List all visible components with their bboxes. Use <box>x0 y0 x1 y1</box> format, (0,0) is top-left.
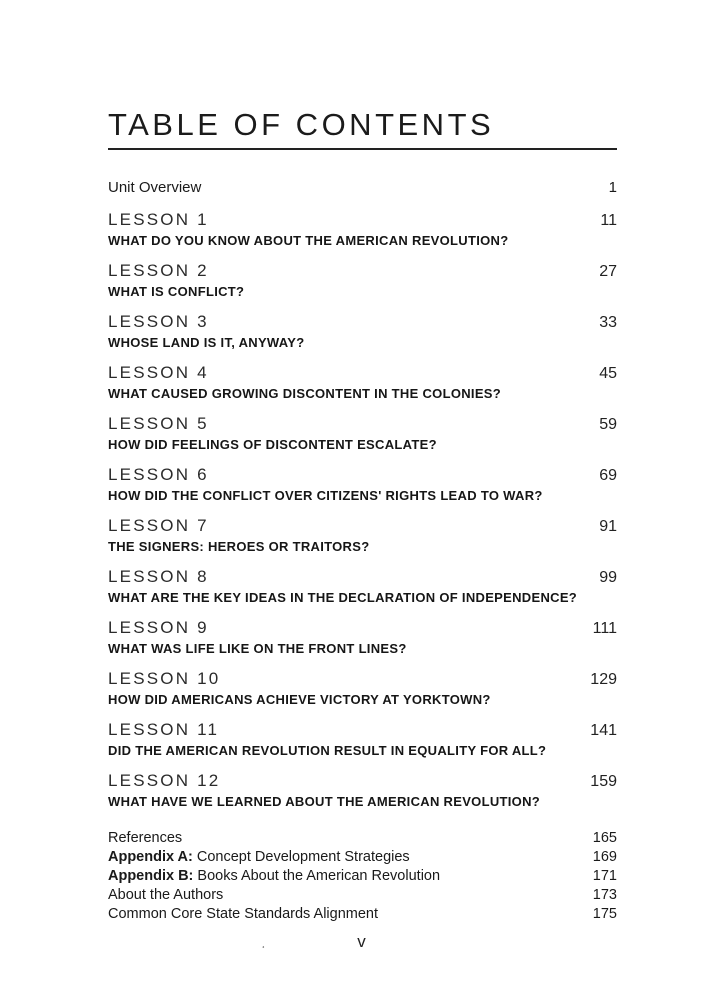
lesson-head <box>108 312 617 333</box>
toc-entry-page: 1 <box>608 179 617 196</box>
lesson-subtitle: WHAT ARE THE KEY IDEAS IN THE DECLARATION OF INDEPENDENCE? <box>108 590 578 605</box>
toc-lesson-entry <box>108 312 617 350</box>
lesson-title: LESSON 6 <box>108 465 209 484</box>
lesson-title: LESSON 11 <box>108 720 220 739</box>
toc-lesson-entry <box>108 720 617 758</box>
lesson-title: LESSON 1 <box>108 210 209 229</box>
entry-label-text: About the Authors <box>108 887 224 903</box>
lesson-page: 159 <box>590 773 617 790</box>
toc-lesson-entry <box>108 414 617 452</box>
toc-lesson-entry <box>108 516 617 554</box>
lesson-page: 141 <box>590 722 617 739</box>
lesson-head <box>108 720 617 741</box>
lesson-page: 33 <box>599 314 617 331</box>
lesson-head <box>108 516 617 537</box>
back-matter-section <box>108 829 617 924</box>
entry-label <box>108 886 223 905</box>
entry-page: 175 <box>592 906 617 922</box>
entry-label <box>108 867 440 886</box>
footer-page-number: v <box>357 932 366 951</box>
lesson-subtitle: WHAT WAS LIFE LIKE ON THE FRONT LINES? <box>108 641 407 656</box>
toc-lesson-entry <box>108 210 617 248</box>
entry-label-text: Concept Development Strategies <box>192 849 410 865</box>
page-title: TABLE OF CONTENTS <box>108 107 495 142</box>
lesson-page: 99 <box>599 569 617 586</box>
entry-label-text: Books About the American Revolution <box>193 868 441 884</box>
toc-lesson-entry <box>108 261 617 299</box>
lesson-title: LESSON 8 <box>108 567 209 586</box>
lesson-title: LESSON 3 <box>108 312 209 331</box>
lesson-head <box>108 414 617 435</box>
lesson-title: LESSON 4 <box>108 363 209 382</box>
back-matter-entry <box>108 848 617 867</box>
lesson-head <box>108 618 617 639</box>
lesson-title: LESSON 9 <box>108 618 209 637</box>
lesson-head <box>108 465 617 486</box>
lesson-head <box>108 210 617 231</box>
lesson-page: 11 <box>600 212 617 229</box>
entry-page: 171 <box>592 868 617 884</box>
lesson-subtitle: THE SIGNERS: HEROES OR TRAITORS? <box>108 539 370 554</box>
entry-label-bold: Appendix A: <box>108 849 193 865</box>
lesson-title: LESSON 10 <box>108 669 221 688</box>
entry-page: 173 <box>592 887 617 903</box>
title-rule <box>108 148 617 150</box>
lesson-subtitle: HOW DID THE CONFLICT OVER CITIZENS' RIGHTS LEAD TO WAR? <box>108 488 543 503</box>
toc-lesson-entry <box>108 465 617 503</box>
entry-page: 169 <box>592 849 617 865</box>
back-matter-entry <box>108 886 617 905</box>
lesson-page: 27 <box>599 263 617 280</box>
lesson-subtitle: WHAT IS CONFLICT? <box>108 284 245 299</box>
lesson-subtitle: HOW DID AMERICANS ACHIEVE VICTORY AT YORKTOWN? <box>108 692 491 707</box>
lesson-head <box>108 771 617 792</box>
entry-label <box>108 848 410 867</box>
entry-page: 165 <box>592 830 617 846</box>
lesson-head <box>108 669 617 690</box>
lesson-page: 45 <box>599 365 617 382</box>
lesson-head <box>108 363 617 384</box>
lesson-subtitle: WHAT CAUSED GROWING DISCONTENT IN THE COLONIES? <box>108 386 502 401</box>
lesson-subtitle: WHOSE LAND IS IT, ANYWAY? <box>108 335 305 350</box>
toc-lesson-entry <box>108 669 617 707</box>
lesson-page: 69 <box>599 467 617 484</box>
toc-lesson-entry <box>108 363 617 401</box>
scan-artifact: ¸ <box>262 938 265 948</box>
entry-label <box>108 829 182 848</box>
lesson-title: LESSON 12 <box>108 771 221 790</box>
entry-label-text: Common Core State Standards Alignment <box>108 906 378 922</box>
back-matter-entry <box>108 829 617 848</box>
lesson-title: LESSON 5 <box>108 414 209 433</box>
entry-label <box>108 905 378 924</box>
toc-entry-label: Unit Overview <box>108 179 202 196</box>
lesson-subtitle: WHAT DO YOU KNOW ABOUT THE AMERICAN REVOLUTION? <box>108 233 509 248</box>
lesson-page: 129 <box>590 671 617 688</box>
lesson-page: 111 <box>592 620 617 637</box>
toc-lesson-entry <box>108 567 617 605</box>
lesson-title: LESSON 2 <box>108 261 209 280</box>
back-matter-entry <box>108 867 617 886</box>
entry-label-bold: Appendix B: <box>108 868 194 884</box>
lesson-page: 59 <box>599 416 617 433</box>
lesson-head <box>108 261 617 282</box>
toc-lesson-entry <box>108 771 617 809</box>
lesson-page: 91 <box>599 518 617 535</box>
lesson-title: LESSON 7 <box>108 516 209 535</box>
toc-entry-unit-overview <box>108 178 617 197</box>
toc-content <box>108 108 617 924</box>
lesson-subtitle: WHAT HAVE WE LEARNED ABOUT THE AMERICAN REVOLUTION? <box>108 794 541 809</box>
lesson-subtitle: HOW DID FEELINGS OF DISCONTENT ESCALATE? <box>108 437 437 452</box>
entry-label-text: References <box>108 830 183 846</box>
back-matter-entry <box>108 905 617 924</box>
toc-lesson-entry <box>108 618 617 656</box>
lesson-subtitle: DID THE AMERICAN REVOLUTION RESULT IN EQUALITY FOR ALL? <box>108 743 547 758</box>
lesson-head <box>108 567 617 588</box>
